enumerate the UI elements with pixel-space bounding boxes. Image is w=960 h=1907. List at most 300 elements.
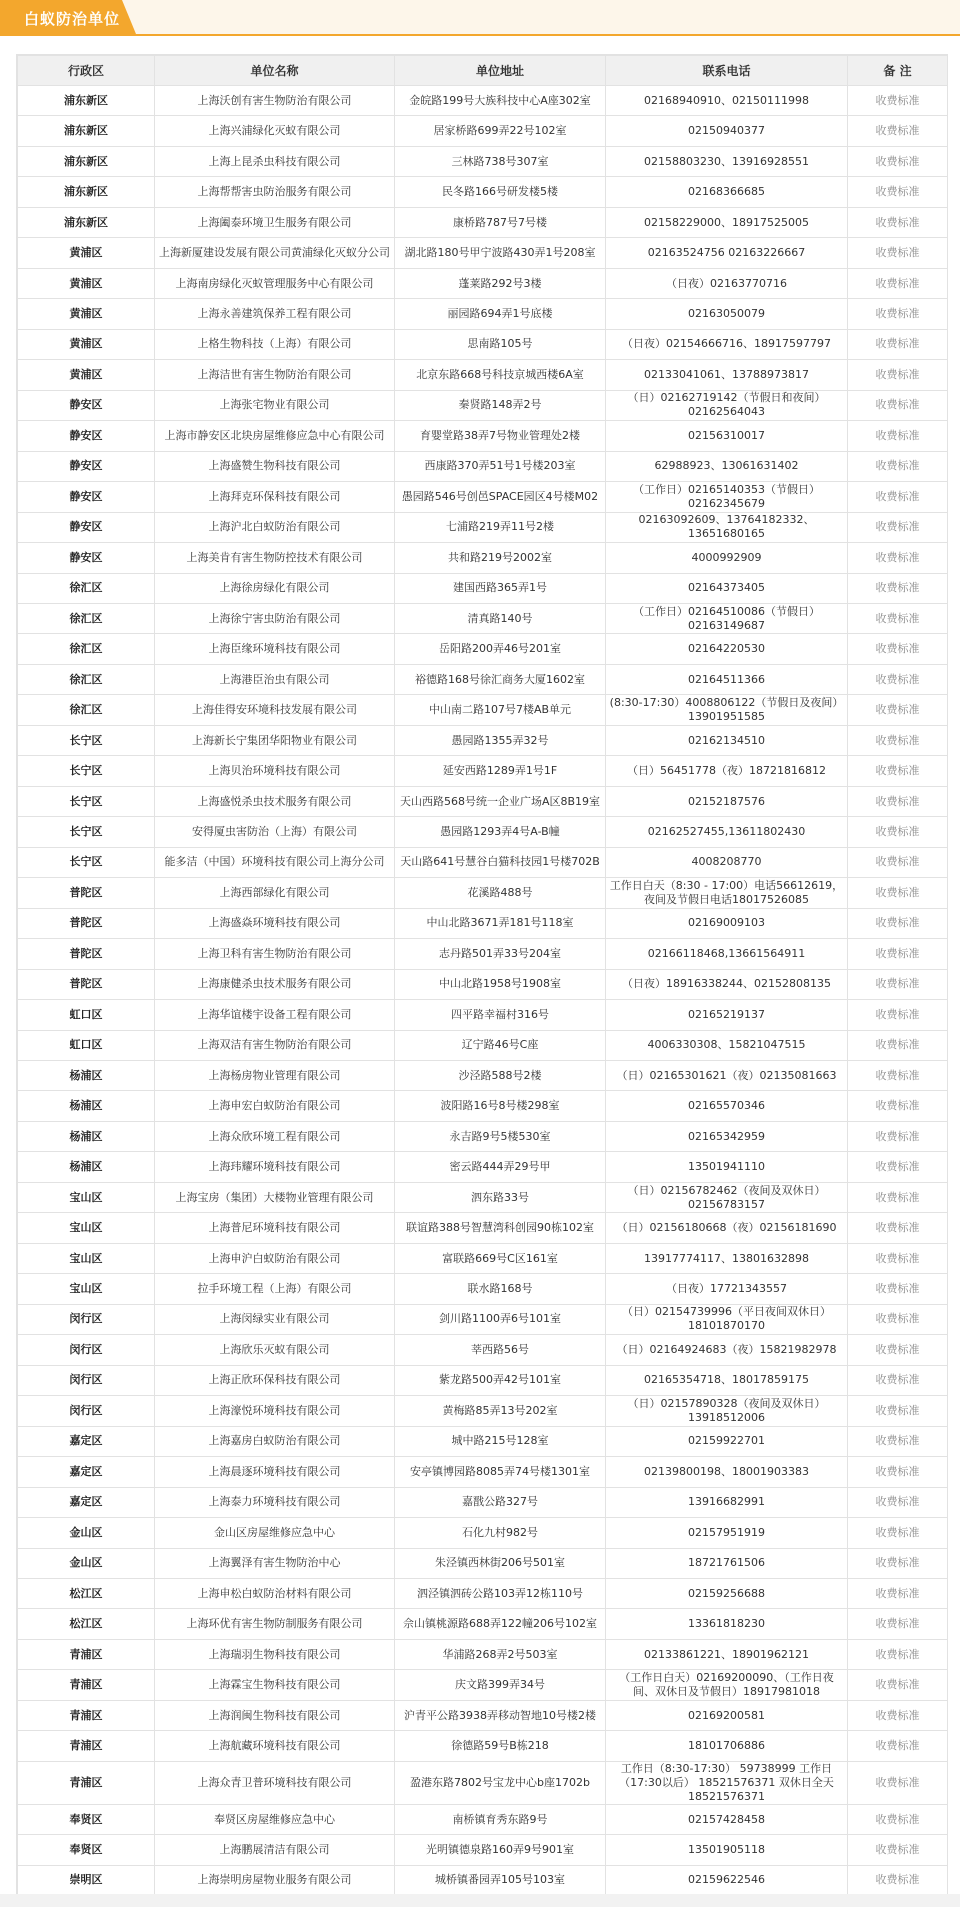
cell-remark[interactable]: 收费标准 xyxy=(848,329,948,359)
cell-district: 徐汇区 xyxy=(18,664,155,694)
cell-district: 浦东新区 xyxy=(18,177,155,207)
cell-phone: 02164511366 xyxy=(606,664,848,694)
cell-unit-name: 上海泰力环境科技有限公司 xyxy=(155,1487,395,1517)
cell-district: 金山区 xyxy=(18,1518,155,1548)
table-row xyxy=(18,1304,948,1334)
cell-phone: 4000992909 xyxy=(606,543,848,573)
cell-phone: （日夜）02163770716 xyxy=(606,268,848,298)
cell-address: 沪青平公路3938弄移动智地10号楼2楼 xyxy=(395,1700,606,1730)
cell-remark[interactable]: 收费标准 xyxy=(848,1700,948,1730)
cell-address: 中山北路3671弄181号118室 xyxy=(395,908,606,938)
table-row xyxy=(18,360,948,390)
cell-address: 延安西路1289弄1号1F xyxy=(395,756,606,786)
table-row xyxy=(18,482,948,512)
cell-address: 愚园路546号创邑SPACE园区4号楼M02 xyxy=(395,482,606,512)
cell-district: 宝山区 xyxy=(18,1182,155,1212)
table-row xyxy=(18,817,948,847)
cell-unit-name: 上海南房绿化灭蚁管理服务中心有限公司 xyxy=(155,268,395,298)
cell-unit-name: 上海徐宁害虫防治有限公司 xyxy=(155,603,395,633)
cell-remark[interactable]: 收费标准 xyxy=(848,390,948,420)
cell-unit-name: 上海翼泽有害生物防治中心 xyxy=(155,1548,395,1578)
cell-address: 裕德路168号徐汇商务大厦1602室 xyxy=(395,664,606,694)
cell-phone: (8:30-17:30）4008806122（节假日及夜间）13901951585 xyxy=(606,695,848,725)
units-table xyxy=(17,55,948,1896)
table-row xyxy=(18,1609,948,1639)
cell-phone: 18101706886 xyxy=(606,1731,848,1761)
cell-unit-name: 上海航藏环境科技有限公司 xyxy=(155,1731,395,1761)
cell-remark[interactable]: 收费标准 xyxy=(848,1000,948,1030)
cell-phone: （日）02157890328（夜间及双休日）13918512006 xyxy=(606,1396,848,1426)
section-title: 白蚁防治单位 xyxy=(24,10,121,28)
cell-remark[interactable]: 收费标准 xyxy=(848,1243,948,1273)
cell-district: 杨浦区 xyxy=(18,1091,155,1121)
table-row xyxy=(18,847,948,877)
cell-address: 盈港东路7802号宝龙中心b座1702b xyxy=(395,1761,606,1804)
cell-district: 浦东新区 xyxy=(18,86,155,116)
cell-remark[interactable]: 收费标准 xyxy=(848,512,948,542)
cell-unit-name: 上海港臣治虫有限公司 xyxy=(155,664,395,694)
cell-address: 居家桥路699弄22号102室 xyxy=(395,116,606,146)
cell-unit-name: 上海拜克环保科技有限公司 xyxy=(155,482,395,512)
cell-phone: 02133041061、13788973817 xyxy=(606,360,848,390)
cell-unit-name: 上海欣乐灭蚁有限公司 xyxy=(155,1335,395,1365)
cell-unit-name: 上格生物科技（上海）有限公司 xyxy=(155,329,395,359)
cell-district: 虹口区 xyxy=(18,1000,155,1030)
cell-district: 黄浦区 xyxy=(18,299,155,329)
cell-district: 普陀区 xyxy=(18,908,155,938)
table-row xyxy=(18,969,948,999)
table-row xyxy=(18,1457,948,1487)
cell-remark[interactable]: 收费标准 xyxy=(848,725,948,755)
cell-remark[interactable]: 收费标准 xyxy=(848,1835,948,1865)
cell-address: 剑川路1100弄6号101室 xyxy=(395,1304,606,1334)
cell-remark[interactable]: 收费标准 xyxy=(848,969,948,999)
cell-unit-name: 上海市静安区北块房屋维修应急中心有限公司 xyxy=(155,421,395,451)
column-header-remark: 备 注 xyxy=(848,56,948,86)
cell-phone: 工作日（8:30-17:30） 59738999 工作日（17:30以后） 18521576371 双休日全天 18521576371 xyxy=(606,1761,848,1804)
cell-address: 嘉戬公路327号 xyxy=(395,1487,606,1517)
cell-remark[interactable]: 收费标准 xyxy=(848,573,948,603)
table-row xyxy=(18,1865,948,1895)
cell-remark[interactable]: 收费标准 xyxy=(848,482,948,512)
cell-remark[interactable]: 收费标准 xyxy=(848,1609,948,1639)
cell-remark[interactable]: 收费标准 xyxy=(848,1182,948,1212)
cell-district: 嘉定区 xyxy=(18,1426,155,1456)
cell-address: 秦贤路148弄2号 xyxy=(395,390,606,420)
cell-phone: 02169009103 xyxy=(606,908,848,938)
table-row xyxy=(18,878,948,908)
cell-phone: 4008208770 xyxy=(606,847,848,877)
cell-remark[interactable]: 收费标准 xyxy=(848,847,948,877)
table-row xyxy=(18,695,948,725)
cell-remark[interactable]: 收费标准 xyxy=(848,634,948,664)
cell-phone: 02158803230、13916928551 xyxy=(606,146,848,176)
termite-units-table xyxy=(16,54,948,1897)
table-row xyxy=(18,512,948,542)
cell-address: 泗东路33号 xyxy=(395,1182,606,1212)
column-header-unit-name: 单位名称 xyxy=(155,56,395,86)
cell-phone: 4006330308、15821047515 xyxy=(606,1030,848,1060)
cell-unit-name: 上海玮耀环境科技有限公司 xyxy=(155,1152,395,1182)
cell-phone: 13917774117、13801632898 xyxy=(606,1243,848,1273)
cell-unit-name: 上海霖宝生物科技有限公司 xyxy=(155,1670,395,1700)
cell-address: 天山西路568号统一企业广场A区8B19室 xyxy=(395,786,606,816)
cell-remark[interactable]: 收费标准 xyxy=(848,817,948,847)
table-row xyxy=(18,725,948,755)
table-row xyxy=(18,1243,948,1273)
cell-remark[interactable]: 收费标准 xyxy=(848,543,948,573)
cell-phone: （日夜）02154666716、18917597797 xyxy=(606,329,848,359)
cell-address: 育婴堂路38弄7号物业管理处2楼 xyxy=(395,421,606,451)
cell-phone: 02133861221、18901962121 xyxy=(606,1639,848,1669)
cell-district: 青浦区 xyxy=(18,1670,155,1700)
cell-unit-name: 上海杨房物业管理有限公司 xyxy=(155,1061,395,1091)
cell-address: 黄梅路85弄13号202室 xyxy=(395,1396,606,1426)
cell-remark[interactable]: 收费标准 xyxy=(848,1804,948,1834)
table-row xyxy=(18,86,948,116)
cell-phone: 02139800198、18001903383 xyxy=(606,1457,848,1487)
cell-unit-name: 上海沪北白蚁防治有限公司 xyxy=(155,512,395,542)
cell-address: 徐德路59号B栋218 xyxy=(395,1731,606,1761)
cell-district: 徐汇区 xyxy=(18,695,155,725)
cell-remark[interactable]: 收费标准 xyxy=(848,1213,948,1243)
cell-phone: （日）02154739996（平日夜间双休日）18101870170 xyxy=(606,1304,848,1334)
cell-address: 辽宁路46号C座 xyxy=(395,1030,606,1060)
table-row xyxy=(18,1487,948,1517)
cell-unit-name: 上海嘉房白蚁防治有限公司 xyxy=(155,1426,395,1456)
cell-unit-name: 上海新长宁集团华阳物业有限公司 xyxy=(155,725,395,755)
cell-district: 静安区 xyxy=(18,512,155,542)
table-row xyxy=(18,756,948,786)
cell-unit-name: 上海申沪白蚁防治有限公司 xyxy=(155,1243,395,1273)
cell-phone: 02164373405 xyxy=(606,573,848,603)
table-row xyxy=(18,421,948,451)
cell-remark[interactable]: 收费标准 xyxy=(848,908,948,938)
cell-remark[interactable]: 收费标准 xyxy=(848,360,948,390)
cell-unit-name: 上海双洁有害生物防治有限公司 xyxy=(155,1030,395,1060)
cell-address: 志丹路501弄33号204室 xyxy=(395,939,606,969)
cell-remark[interactable]: 收费标准 xyxy=(848,603,948,633)
cell-address: 泗泾镇泗砖公路103弄12栋110号 xyxy=(395,1578,606,1608)
column-header-address: 单位地址 xyxy=(395,56,606,86)
cell-address: 中山北路1958号1908室 xyxy=(395,969,606,999)
cell-address: 石化九村982号 xyxy=(395,1518,606,1548)
cell-district: 普陀区 xyxy=(18,939,155,969)
cell-remark[interactable]: 收费标准 xyxy=(848,299,948,329)
cell-phone: 18721761506 xyxy=(606,1548,848,1578)
cell-phone: 02157951919 xyxy=(606,1518,848,1548)
table-row xyxy=(18,1639,948,1669)
table-row xyxy=(18,1091,948,1121)
cell-remark[interactable]: 收费标准 xyxy=(848,238,948,268)
cell-remark[interactable]: 收费标准 xyxy=(848,1121,948,1151)
cell-phone: （日）56451778（夜）18721816812 xyxy=(606,756,848,786)
cell-phone: 02157428458 xyxy=(606,1804,848,1834)
cell-remark[interactable]: 收费标准 xyxy=(848,1030,948,1060)
cell-remark[interactable]: 收费标准 xyxy=(848,1457,948,1487)
table-row xyxy=(18,786,948,816)
column-header-district: 行政区 xyxy=(18,56,155,86)
cell-remark[interactable]: 收费标准 xyxy=(848,1335,948,1365)
cell-phone: 02165354718、18017859175 xyxy=(606,1365,848,1395)
cell-phone: 02158229000、18917525005 xyxy=(606,207,848,237)
cell-remark[interactable]: 收费标准 xyxy=(848,1639,948,1669)
cell-address: 建国西路365弄1号 xyxy=(395,573,606,603)
cell-district: 黄浦区 xyxy=(18,268,155,298)
cell-district: 杨浦区 xyxy=(18,1152,155,1182)
table-row xyxy=(18,1835,948,1865)
cell-remark[interactable]: 收费标准 xyxy=(848,268,948,298)
cell-address: 共和路219号2002室 xyxy=(395,543,606,573)
table-row xyxy=(18,1365,948,1395)
cell-remark[interactable]: 收费标准 xyxy=(848,1761,948,1804)
cell-remark[interactable]: 收费标准 xyxy=(848,1061,948,1091)
cell-address: 莘西路56号 xyxy=(395,1335,606,1365)
cell-remark[interactable]: 收费标准 xyxy=(848,116,948,146)
cell-district: 杨浦区 xyxy=(18,1121,155,1151)
cell-unit-name: 上海众青卫普环境科技有限公司 xyxy=(155,1761,395,1804)
cell-phone: （日）02156782462（夜间及双休日）02156783157 xyxy=(606,1182,848,1212)
cell-district: 青浦区 xyxy=(18,1761,155,1804)
table-row xyxy=(18,1761,948,1804)
cell-remark[interactable]: 收费标准 xyxy=(848,451,948,481)
cell-remark[interactable]: 收费标准 xyxy=(848,1731,948,1761)
table-row xyxy=(18,1804,948,1834)
cell-address: 南桥镇育秀东路9号 xyxy=(395,1804,606,1834)
cell-district: 金山区 xyxy=(18,1548,155,1578)
cell-unit-name: 上海西部绿化有限公司 xyxy=(155,878,395,908)
cell-district: 闵行区 xyxy=(18,1335,155,1365)
table-header-row xyxy=(18,56,948,86)
cell-remark[interactable]: 收费标准 xyxy=(848,1518,948,1548)
cell-phone: 02166118468,13661564911 xyxy=(606,939,848,969)
cell-address: 民冬路166号研发楼5楼 xyxy=(395,177,606,207)
cell-district: 静安区 xyxy=(18,390,155,420)
cell-address: 七浦路219弄11号2楼 xyxy=(395,512,606,542)
table-row xyxy=(18,603,948,633)
cell-unit-name: 上海崇明房屋物业服务有限公司 xyxy=(155,1865,395,1895)
table-row xyxy=(18,573,948,603)
cell-remark[interactable]: 收费标准 xyxy=(848,1865,948,1895)
cell-district: 松江区 xyxy=(18,1578,155,1608)
table-row xyxy=(18,664,948,694)
cell-phone: （工作日）02164510086（节假日）02163149687 xyxy=(606,603,848,633)
cell-address: 中山南二路107号7楼AB单元 xyxy=(395,695,606,725)
cell-address: 密云路444弄29号甲 xyxy=(395,1152,606,1182)
cell-unit-name: 上海盛悦杀虫技术服务有限公司 xyxy=(155,786,395,816)
cell-phone: 02165570346 xyxy=(606,1091,848,1121)
cell-district: 长宁区 xyxy=(18,847,155,877)
table-row xyxy=(18,1670,948,1700)
cell-district: 长宁区 xyxy=(18,725,155,755)
cell-phone: 02163524756 02163226667 xyxy=(606,238,848,268)
cell-phone: 02152187576 xyxy=(606,786,848,816)
cell-remark[interactable]: 收费标准 xyxy=(848,177,948,207)
cell-district: 青浦区 xyxy=(18,1639,155,1669)
cell-phone: 02159922701 xyxy=(606,1426,848,1456)
cell-district: 奉贤区 xyxy=(18,1835,155,1865)
cell-district: 松江区 xyxy=(18,1609,155,1639)
cell-unit-name: 上海申松白蚁防治材料有限公司 xyxy=(155,1578,395,1608)
cell-address: 富联路669号C区161室 xyxy=(395,1243,606,1273)
cell-district: 普陀区 xyxy=(18,969,155,999)
table-row xyxy=(18,238,948,268)
cell-phone: 02169200581 xyxy=(606,1700,848,1730)
cell-district: 黄浦区 xyxy=(18,238,155,268)
cell-district: 闵行区 xyxy=(18,1396,155,1426)
cell-address: 康桥路787号7号楼 xyxy=(395,207,606,237)
cell-district: 浦东新区 xyxy=(18,207,155,237)
cell-district: 青浦区 xyxy=(18,1700,155,1730)
cell-address: 清真路140号 xyxy=(395,603,606,633)
cell-remark[interactable]: 收费标准 xyxy=(848,878,948,908)
cell-remark[interactable]: 收费标准 xyxy=(848,786,948,816)
cell-district: 奉贤区 xyxy=(18,1804,155,1834)
cell-district: 嘉定区 xyxy=(18,1457,155,1487)
cell-unit-name: 上海申宏白蚁防治有限公司 xyxy=(155,1091,395,1121)
cell-remark[interactable]: 收费标准 xyxy=(848,86,948,116)
cell-address: 安亭镇博园路8085弄74号楼1301室 xyxy=(395,1457,606,1487)
table-row xyxy=(18,390,948,420)
cell-phone: 02159622546 xyxy=(606,1865,848,1895)
table-row xyxy=(18,543,948,573)
cell-district: 浦东新区 xyxy=(18,146,155,176)
cell-unit-name: 上海洁世有害生物防治有限公司 xyxy=(155,360,395,390)
cell-address: 沙泾路588号2楼 xyxy=(395,1061,606,1091)
cell-unit-name: 上海闵绿实业有限公司 xyxy=(155,1304,395,1334)
cell-remark[interactable]: 收费标准 xyxy=(848,1304,948,1334)
cell-district: 黄浦区 xyxy=(18,329,155,359)
table-row xyxy=(18,1121,948,1151)
cell-remark[interactable]: 收费标准 xyxy=(848,664,948,694)
cell-phone: （日）02162719142（节假日和夜间）02162564043 xyxy=(606,390,848,420)
table-body xyxy=(18,86,948,1896)
cell-unit-name: 上海卫科有害生物防治有限公司 xyxy=(155,939,395,969)
cell-district: 长宁区 xyxy=(18,756,155,786)
table-row xyxy=(18,908,948,938)
cell-district: 普陀区 xyxy=(18,878,155,908)
table-row xyxy=(18,1182,948,1212)
cell-unit-name: 上海徐房绿化有限公司 xyxy=(155,573,395,603)
cell-phone: 02168940910、02150111998 xyxy=(606,86,848,116)
cell-district: 闵行区 xyxy=(18,1365,155,1395)
cell-district: 浦东新区 xyxy=(18,116,155,146)
cell-address: 愚园路1293弄4号A-B幢 xyxy=(395,817,606,847)
cell-phone: 02162527455,13611802430 xyxy=(606,817,848,847)
page-footer xyxy=(0,1894,960,1907)
cell-unit-name: 上海众欣环境工程有限公司 xyxy=(155,1121,395,1151)
cell-unit-name: 上海正欣环保科技有限公司 xyxy=(155,1365,395,1395)
cell-remark[interactable]: 收费标准 xyxy=(848,1426,948,1456)
cell-address: 庆文路399弄34号 xyxy=(395,1670,606,1700)
cell-remark[interactable]: 收费标准 xyxy=(848,421,948,451)
cell-unit-name: 能多洁（中国）环境科技有限公司上海分公司 xyxy=(155,847,395,877)
cell-address: 城中路215号128室 xyxy=(395,1426,606,1456)
cell-district: 长宁区 xyxy=(18,817,155,847)
cell-unit-name: 上海华谊楼宇设备工程有限公司 xyxy=(155,1000,395,1030)
cell-phone: （日）02164924683（夜）15821982978 xyxy=(606,1335,848,1365)
cell-district: 静安区 xyxy=(18,482,155,512)
cell-unit-name: 上海上昆杀虫科技有限公司 xyxy=(155,146,395,176)
cell-remark[interactable]: 收费标准 xyxy=(848,1487,948,1517)
cell-remark[interactable]: 收费标准 xyxy=(848,1548,948,1578)
cell-address: 金皖路199号大族科技中心A座302室 xyxy=(395,86,606,116)
cell-unit-name: 上海瑞羽生物科技有限公司 xyxy=(155,1639,395,1669)
cell-remark[interactable]: 收费标准 xyxy=(848,1091,948,1121)
cell-remark[interactable]: 收费标准 xyxy=(848,939,948,969)
cell-district: 虹口区 xyxy=(18,1030,155,1060)
cell-remark[interactable]: 收费标准 xyxy=(848,1578,948,1608)
table-row xyxy=(18,268,948,298)
cell-phone: 02164220530 xyxy=(606,634,848,664)
cell-address: 华浦路268弄2号503室 xyxy=(395,1639,606,1669)
cell-address: 愚园路1355弄32号 xyxy=(395,725,606,755)
cell-remark[interactable]: 收费标准 xyxy=(848,1365,948,1395)
cell-phone: 02162134510 xyxy=(606,725,848,755)
cell-unit-name: 上海沃创有害生物防治有限公司 xyxy=(155,86,395,116)
table-row xyxy=(18,451,948,481)
cell-district: 静安区 xyxy=(18,451,155,481)
cell-unit-name: 上海张宅物业有限公司 xyxy=(155,390,395,420)
cell-address: 四平路幸福村316号 xyxy=(395,1000,606,1030)
cell-phone: （日）02156180668（夜）02156181690 xyxy=(606,1213,848,1243)
cell-district: 徐汇区 xyxy=(18,573,155,603)
cell-address: 湖北路180号甲宁波路430弄1号208室 xyxy=(395,238,606,268)
cell-district: 宝山区 xyxy=(18,1274,155,1304)
cell-phone: （工作日）02165140353（节假日）02162345679 xyxy=(606,482,848,512)
cell-unit-name: 上海盛焱环境科技有限公司 xyxy=(155,908,395,938)
cell-address: 西康路370弄51号1号楼203室 xyxy=(395,451,606,481)
table-row xyxy=(18,634,948,664)
cell-remark[interactable]: 收费标准 xyxy=(848,1274,948,1304)
cell-address: 光明镇德泉路160弄9号901室 xyxy=(395,1835,606,1865)
cell-unit-name: 上海环优有害生物防制服务有限公司 xyxy=(155,1609,395,1639)
cell-unit-name: 上海帮帮害虫防治服务有限公司 xyxy=(155,177,395,207)
cell-district: 崇明区 xyxy=(18,1865,155,1895)
section-header xyxy=(0,0,960,36)
cell-address: 花溪路488号 xyxy=(395,878,606,908)
cell-unit-name: 上海普尼环境科技有限公司 xyxy=(155,1213,395,1243)
cell-address: 波阳路16号8号楼298室 xyxy=(395,1091,606,1121)
cell-address: 三林路738号307室 xyxy=(395,146,606,176)
cell-address: 蓬莱路292号3楼 xyxy=(395,268,606,298)
cell-unit-name: 上海佳得安环境科技发展有限公司 xyxy=(155,695,395,725)
cell-remark[interactable]: 收费标准 xyxy=(848,1152,948,1182)
cell-phone: 02165219137 xyxy=(606,1000,848,1030)
cell-district: 宝山区 xyxy=(18,1213,155,1243)
cell-phone: 62988923、13061631402 xyxy=(606,451,848,481)
cell-unit-name: 上海臣缘环境科技有限公司 xyxy=(155,634,395,664)
cell-address: 岳阳路200弄46号201室 xyxy=(395,634,606,664)
cell-remark[interactable]: 收费标准 xyxy=(848,695,948,725)
cell-remark[interactable]: 收费标准 xyxy=(848,207,948,237)
cell-phone: 02165342959 xyxy=(606,1121,848,1151)
cell-remark[interactable]: 收费标准 xyxy=(848,1396,948,1426)
cell-remark[interactable]: 收费标准 xyxy=(848,146,948,176)
column-header-phone: 联系电话 xyxy=(606,56,848,86)
cell-address: 北京东路668号科技京城西楼6A室 xyxy=(395,360,606,390)
cell-unit-name: 上海美肯有害生物防控技术有限公司 xyxy=(155,543,395,573)
cell-unit-name: 上海晨逐环境科技有限公司 xyxy=(155,1457,395,1487)
table-row xyxy=(18,329,948,359)
cell-address: 城桥镇番园弄105号103室 xyxy=(395,1865,606,1895)
table-row xyxy=(18,1731,948,1761)
cell-remark[interactable]: 收费标准 xyxy=(848,756,948,786)
cell-address: 联谊路388号智慧湾科创园90栋102室 xyxy=(395,1213,606,1243)
cell-unit-name: 上海鹏展清洁有限公司 xyxy=(155,1835,395,1865)
cell-unit-name: 金山区房屋维修应急中心 xyxy=(155,1518,395,1548)
cell-remark[interactable]: 收费标准 xyxy=(848,1670,948,1700)
